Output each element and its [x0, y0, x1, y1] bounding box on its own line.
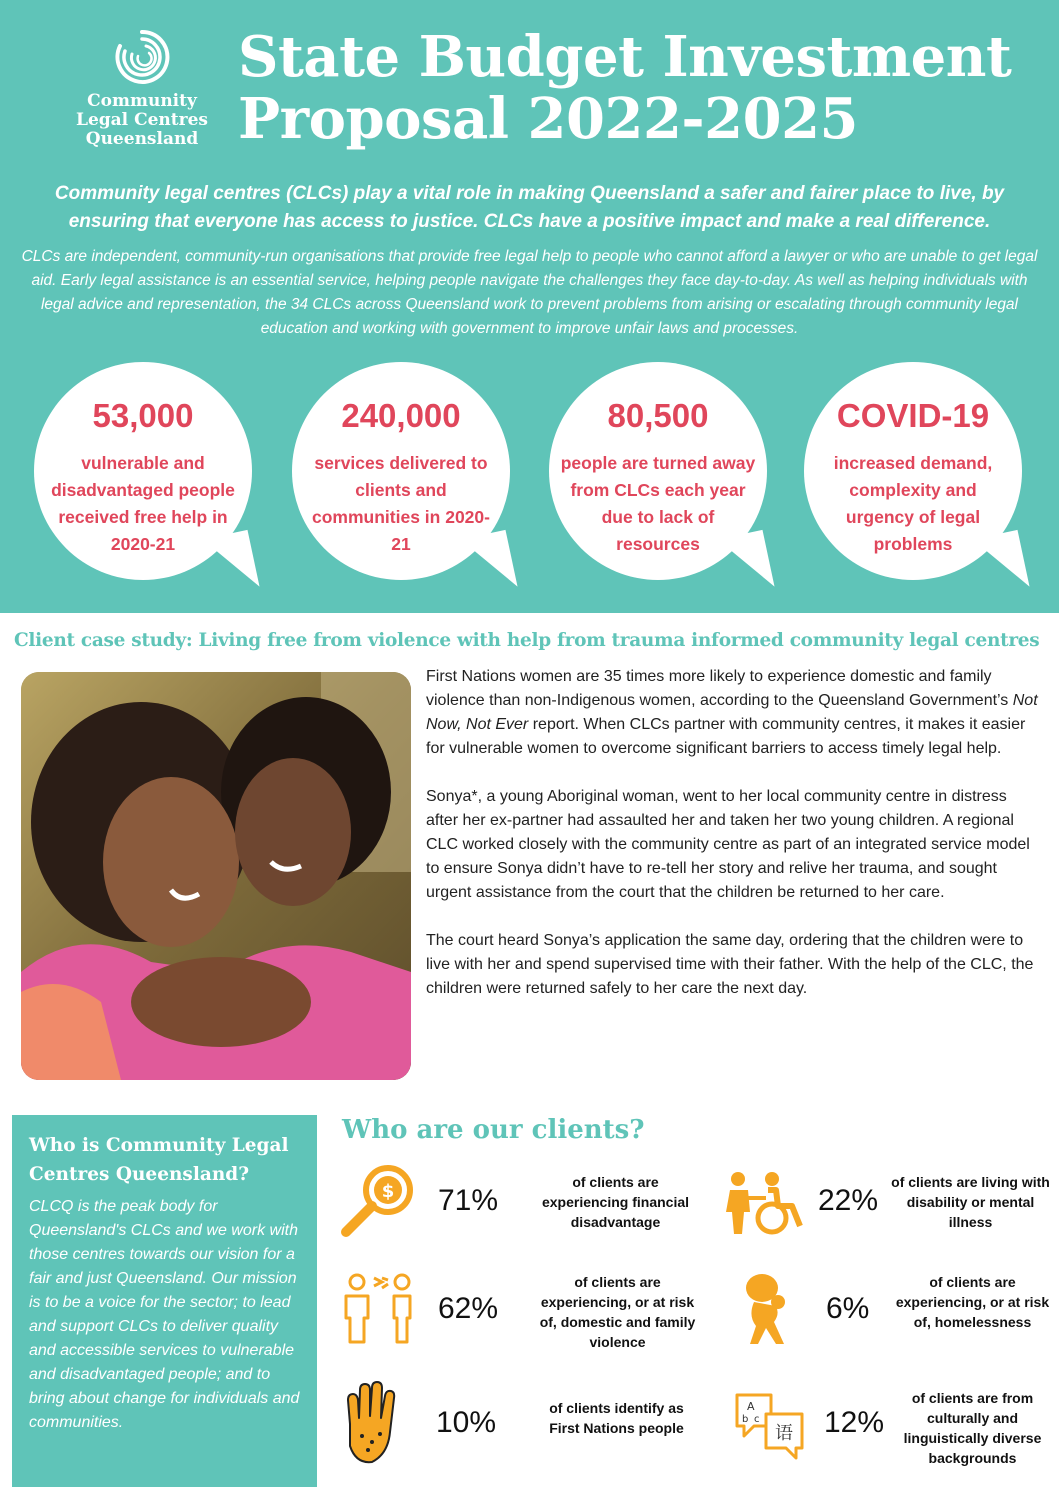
- header-banner: [0, 0, 1059, 613]
- bubble-number: 80,500: [607, 397, 709, 434]
- client-stat-text: of clients are experiencing, or at risk of, domestic and family violence: [539, 1274, 696, 1350]
- lead-statement: Community legal centres (CLCs) play a vital role in making Queensland a safer and fairer place to live, by ensuring that everyone has access to justice. CLCs have a positive impact and make a real difference.: [54, 183, 1005, 232]
- logo-line-1: Community: [87, 91, 197, 111]
- logo-line-2: Legal Centres: [76, 110, 208, 130]
- client-stat-percent: 62%: [438, 1292, 499, 1325]
- bubble-text: increased demand, complexity and urgency of legal problems: [833, 453, 993, 554]
- stat-bubble: [549, 362, 767, 580]
- client-stat-text: of clients are experiencing, or at risk of, homelessness: [895, 1274, 1050, 1330]
- client-stat-text: of clients are experiencing financial disadvantage: [541, 1174, 690, 1230]
- svg-text:c: c: [754, 1414, 760, 1425]
- svg-text:b: b: [742, 1414, 749, 1425]
- logo-line-3: Queensland: [85, 129, 199, 149]
- page-title: [238, 26, 1038, 150]
- client-stat-percent: 22%: [818, 1184, 879, 1217]
- family-violence-icon: [342, 1272, 416, 1346]
- client-stat-text: of clients are from culturally and linguistically diverse backgrounds: [903, 1390, 1042, 1466]
- client-stat: [722, 1376, 1052, 1476]
- case-paragraph-3: The court heard Sonya’s application the same day, ordering that the children were to live with her and spend supervised time with their father. With the help of the CLC, the children were returned safely to her care the next day.: [426, 932, 1034, 997]
- client-stat-percent: 12%: [824, 1406, 885, 1439]
- who-is-clcq-box: [12, 1115, 317, 1487]
- title-line-1: State Budget Investment: [238, 24, 1012, 90]
- client-stat-percent: 6%: [826, 1292, 870, 1325]
- languages-icon: [734, 1392, 806, 1460]
- logo-swirl-icon: [111, 26, 173, 88]
- stat-bubble: [292, 362, 510, 580]
- disability-icon: [722, 1170, 804, 1236]
- case-study-heading: Client case study: Living free from violence with help from trauma informed community legal centres: [14, 630, 1040, 651]
- bubble-tail: [202, 530, 259, 596]
- magnifier-dollar-icon: [336, 1162, 416, 1242]
- bubble-tail: [460, 530, 517, 596]
- case-paragraph-2: Sonya*, a young Aboriginal woman, went to her local community centre in distress after her ex-partner had assaulted her and taken her two young children. A regional CLC worked closely with the community centre as part of an integrated service model to ensure Sonya didn’t have to re-tell her story and relive her trauma, and sought urgent assistance from the court that the children be returned to her care.: [426, 788, 1030, 901]
- bubble-tail: [717, 530, 774, 596]
- svg-text:语: 语: [775, 1423, 793, 1444]
- homelessness-icon: [736, 1272, 796, 1346]
- who-is-clcq-text: CLCQ is the peak body for Queensland's CLCs and we work with those centres towards our vision for a fair and just Queensland. Our mission is to be a voice for the sector; to lead and support CLCs to deliver quality and accessible services to vulnerable and disadvantaged people; and to bring about change for individuals and communities.: [29, 1198, 300, 1431]
- svg-text:$: $: [381, 1181, 395, 1202]
- client-stat: [336, 1160, 696, 1250]
- bubble-number: 240,000: [341, 397, 461, 434]
- client-stat: [336, 1266, 696, 1356]
- bubble-text: vulnerable and disadvantaged people received free help in 2020-21: [51, 453, 235, 554]
- who-is-clcq-title: Who is Community Legal Centres Queensland?: [29, 1135, 289, 1185]
- bubble-text: people are turned away from CLCs each year due to lack of resources: [560, 453, 756, 554]
- clcq-logo: [72, 26, 212, 149]
- client-stat-text: of clients identify as First Nations people: [549, 1400, 684, 1436]
- case-paragraph-1: First Nations women are 35 times more likely to experience domestic and family violence than non-Indigenous women, according to the Queensland Government’s Not Now, Not Ever report. When CLCs partner with community centres, it makes it easier for vulnerable women to overcome significant barriers to access timely legal help.: [426, 668, 1038, 757]
- stat-bubble: [34, 362, 252, 580]
- client-stat: [722, 1160, 1052, 1250]
- client-stat-percent: 71%: [438, 1184, 499, 1217]
- client-stat-percent: 10%: [436, 1406, 497, 1439]
- client-stat-text: of clients are living with disability or mental illness: [891, 1174, 1050, 1230]
- case-study-body: [426, 665, 1041, 1025]
- svg-text:A: A: [747, 1400, 755, 1413]
- bubble-number: COVID-19: [836, 397, 990, 434]
- two-women-photo-icon: [21, 672, 411, 1080]
- clients-title: Who are our clients?: [342, 1115, 645, 1145]
- bubble-text: services delivered to clients and communities in 2020-21: [312, 453, 490, 554]
- hand-icon: [340, 1380, 400, 1466]
- client-stat: [722, 1266, 1052, 1356]
- client-stat: [336, 1376, 696, 1476]
- case-study-photo: [21, 672, 411, 1080]
- bubble-number: 53,000: [92, 397, 194, 434]
- bubble-tail: [972, 530, 1029, 596]
- title-line-2: Proposal 2022-2025: [238, 86, 859, 152]
- intro-paragraph: CLCs are independent, community-run organisations that provide free legal help to people who cannot afford a lawyer or who are unable to get legal aid. Early legal assistance is an essential service, helping people navigate the challenges they face day-to-day. As well as helping individuals with legal advice and representation, the 34 CLCs across Queensland work to prevent problems from arising or escalating through community legal education and working with government to improve unfair laws and processes.: [21, 248, 1038, 337]
- stat-bubble: [804, 362, 1022, 580]
